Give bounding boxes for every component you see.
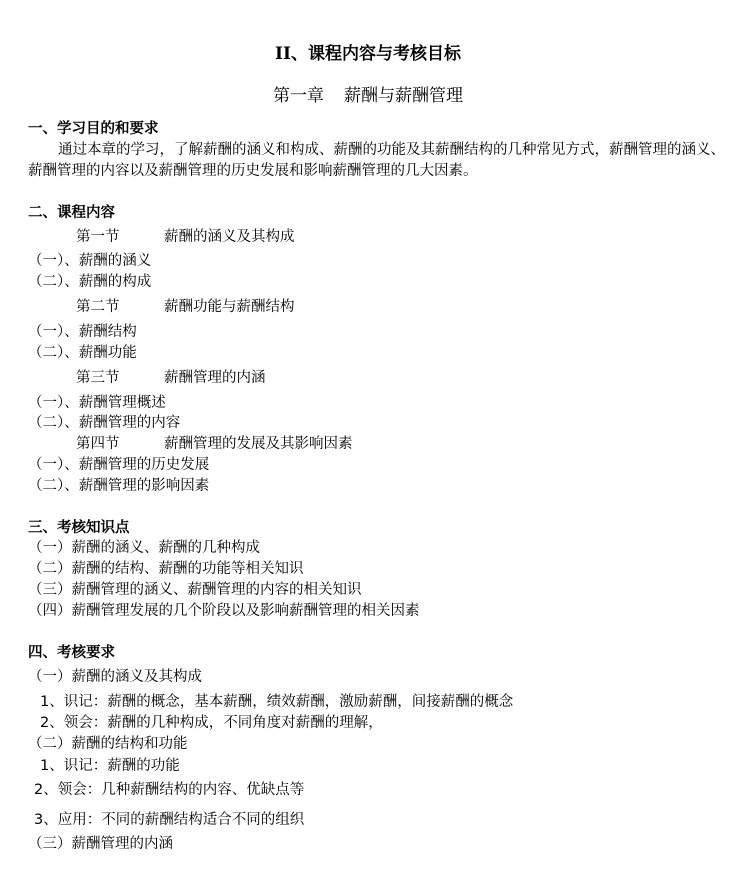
lesson-title bbox=[76, 297, 295, 317]
lesson-name: 薪酬功能与薪酬结构 bbox=[164, 299, 295, 315]
requirement-item: 2、领会：几种薪酬结构的内容、优缺点等 bbox=[34, 782, 305, 798]
lesson-number: 第一节 bbox=[76, 229, 120, 245]
section-heading-2: 二、课程内容 bbox=[28, 205, 115, 221]
outline-item: （一）、薪酬管理概述 bbox=[28, 395, 166, 411]
lesson-title bbox=[76, 434, 353, 454]
requirement-item: 1、识记：薪酬的概念，基本薪酬，绩效薪酬，激励薪酬，间接薪酬的概念 bbox=[40, 694, 514, 710]
section-heading-1: 一、学习目的和要求 bbox=[28, 121, 159, 137]
lesson-name: 薪酬管理的内涵 bbox=[164, 370, 266, 386]
knowledge-point: （四）薪酬管理发展的几个阶段以及影响薪酬管理的相关因素 bbox=[28, 603, 420, 619]
requirement-group: （三）薪酬管理的内涵 bbox=[28, 836, 173, 852]
chapter-heading bbox=[0, 86, 736, 106]
outline-item: （一）、薪酬管理的历史发展 bbox=[28, 457, 210, 473]
lesson-number: 第二节 bbox=[76, 299, 120, 315]
outline-item: （二）、薪酬功能 bbox=[28, 345, 137, 361]
requirement-item: 2、领会：薪酬的几种构成，不同角度对薪酬的理解， bbox=[40, 715, 383, 731]
lesson-number: 第四节 bbox=[76, 436, 120, 452]
requirement-item: 1、识记：薪酬的功能 bbox=[40, 758, 180, 774]
chapter-name: 薪酬与薪酬管理 bbox=[344, 86, 463, 106]
page-title: II、课程内容与考核目标 bbox=[275, 44, 461, 64]
knowledge-point: （二）薪酬的结构、薪酬的功能等相关知识 bbox=[28, 561, 304, 577]
outline-item: （一）、薪酬的涵义 bbox=[28, 253, 152, 269]
lesson-name: 薪酬的涵义及其构成 bbox=[164, 229, 295, 245]
section-heading-4: 四、考核要求 bbox=[28, 645, 115, 661]
requirement-item: 3、应用：不同的薪酬结构适合不同的组织 bbox=[34, 812, 305, 828]
chapter-number: 第一章 bbox=[273, 86, 324, 106]
section-heading-3: 三、考核知识点 bbox=[28, 520, 130, 536]
outline-item: （一）、薪酬结构 bbox=[28, 324, 137, 340]
section-1-paragraph: 通过本章的学习，了解薪酬的涵义和构成、薪酬的功能及其薪酬结构的几种常见方式，薪酬管理的涵义、薪酬管理的内容以及薪酬管理的历史发展和影响薪酬管理的几大因素。 bbox=[28, 142, 725, 179]
requirement-group: （一）薪酬的涵义及其构成 bbox=[28, 669, 202, 685]
lesson-title bbox=[76, 368, 266, 388]
requirement-group: （二）薪酬的结构和功能 bbox=[28, 736, 188, 752]
lesson-title bbox=[76, 227, 295, 247]
lesson-number: 第三节 bbox=[76, 370, 120, 386]
knowledge-point: （一）薪酬的涵义、薪酬的几种构成 bbox=[28, 540, 260, 556]
lesson-name: 薪酬管理的发展及其影响因素 bbox=[164, 436, 353, 452]
outline-item: （二）、薪酬的构成 bbox=[28, 274, 152, 290]
outline-item: （二）、薪酬管理的内容 bbox=[28, 415, 181, 431]
knowledge-point: （三）薪酬管理的涵义、薪酬管理的内容的相关知识 bbox=[28, 582, 362, 598]
outline-item: （二）、薪酬管理的影响因素 bbox=[28, 478, 210, 494]
